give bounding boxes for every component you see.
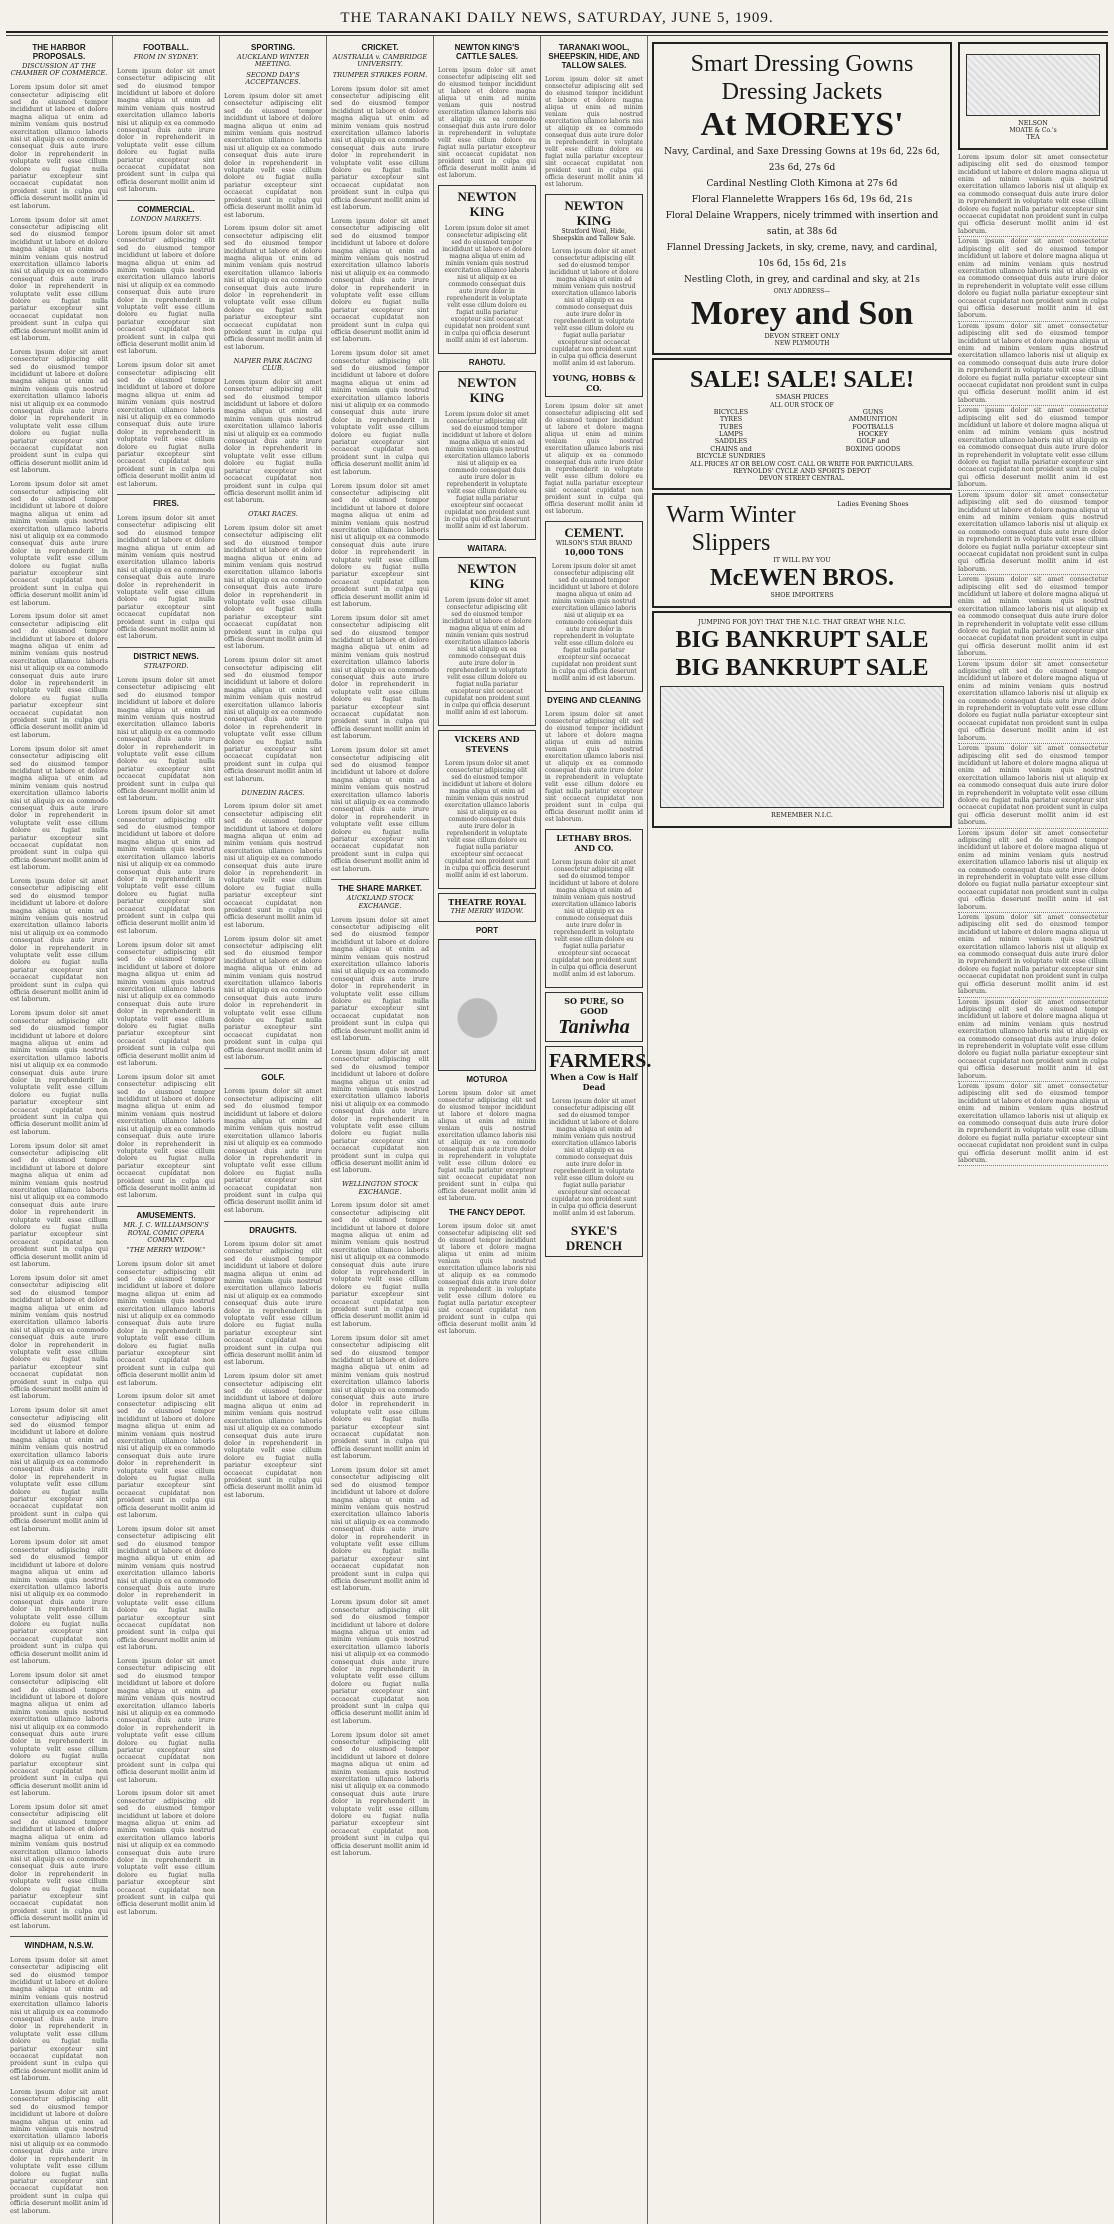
taniwha-advert bbox=[545, 992, 643, 1042]
sale-item: BICYCLES bbox=[713, 407, 749, 416]
morey-line1: Smart Dressing Gowns bbox=[690, 51, 914, 77]
price-item: Cardinal Nestling Cloth Kimona at 27s 6d bbox=[706, 179, 898, 189]
column-2 bbox=[113, 36, 220, 2224]
advert-quantity: 10,000 TONS bbox=[564, 547, 624, 557]
advert-title: Taniwha bbox=[558, 1016, 630, 1038]
mcewen-sub: SHOE IMPORTERS bbox=[770, 591, 834, 600]
classified-ad bbox=[958, 322, 1108, 406]
article-body bbox=[10, 1010, 108, 1136]
article-subheading: WELLINGTON STOCK EXCHANGE. bbox=[342, 1180, 418, 1196]
sale-item: GUNS bbox=[862, 407, 884, 416]
column-4 bbox=[327, 36, 434, 2224]
mcewen-pay: IT WILL PAY YOU bbox=[773, 556, 831, 565]
classified-ad bbox=[958, 491, 1108, 575]
classified-ad bbox=[958, 744, 1108, 828]
right-sidebar bbox=[958, 39, 1108, 1166]
nelson-sub: MOATE & Co.'s bbox=[1009, 127, 1057, 135]
article-body bbox=[224, 657, 322, 783]
sale-note: ALL PRICES AT OR BELOW COST. CALL OR WRITE FOR PARTICULARS. bbox=[690, 460, 914, 468]
advert-heading: MOTUROA bbox=[466, 1075, 508, 1085]
bankrupt-line2: BIG BANKRUPT SALE bbox=[675, 655, 929, 682]
morey-town: NEW PLYMOUTH bbox=[774, 340, 830, 348]
advert-title: CEMENT. bbox=[564, 525, 624, 540]
article-subheading: OTAKI RACES. bbox=[248, 510, 298, 519]
classified-ad bbox=[958, 1082, 1108, 1166]
advert-body bbox=[545, 403, 643, 515]
sale-right-list bbox=[802, 409, 944, 461]
article-body bbox=[331, 86, 429, 212]
sale-lists bbox=[660, 409, 944, 461]
nelson-illustration bbox=[966, 54, 1100, 116]
article-heading: SPORTING. bbox=[250, 43, 295, 52]
advert-title: NEWTON KING bbox=[457, 561, 517, 591]
article-body bbox=[10, 1143, 108, 1269]
advert-heading: TARANAKI WOOL, SHEEPSKIN, HIDE, AND TALLOW SALES. bbox=[548, 43, 640, 70]
column-6 bbox=[541, 36, 652, 2224]
article-body bbox=[10, 217, 108, 343]
advert-body bbox=[549, 563, 639, 682]
article-body bbox=[224, 1088, 322, 1214]
price-item: Flannel Dressing Jackets, in sky, creme, navy, and cardinal, 10s 6d, 15s 6d, 21s bbox=[666, 243, 938, 269]
price-item: Floral Flannelette Wrappers 16s 6d, 19s 6d, 21s bbox=[691, 195, 913, 205]
advert-body bbox=[442, 760, 532, 879]
advert-box bbox=[438, 730, 536, 889]
article-heading: WINDHAM, N.S.W. bbox=[24, 1941, 94, 1951]
sale-item: TUBES bbox=[719, 422, 743, 431]
column-3 bbox=[220, 36, 327, 2224]
article-body bbox=[117, 230, 215, 356]
advert-slogan: SO PURE, SO GOOD bbox=[564, 996, 624, 1016]
morey-advert bbox=[652, 42, 952, 355]
advert-title: FARMERS. bbox=[549, 1050, 652, 1072]
nelson-tea-advert bbox=[958, 42, 1108, 150]
article-body bbox=[10, 84, 108, 210]
article-subheading: LONDON MARKETS. bbox=[130, 215, 202, 224]
article-subheading: DUNEDIN RACES. bbox=[241, 788, 305, 797]
advert-body bbox=[545, 711, 643, 823]
article-body bbox=[224, 225, 322, 351]
article-body bbox=[10, 2089, 108, 2215]
morey-line3: At MOREYS' bbox=[700, 106, 904, 143]
advert-box bbox=[438, 557, 536, 726]
article-body bbox=[117, 1790, 215, 1916]
article-body bbox=[117, 677, 215, 803]
classified-ad bbox=[958, 829, 1108, 913]
article-heading: GOLF. bbox=[261, 1072, 285, 1082]
nic-text: JUMPING FOR JOY! THAT THE N.I.C. THAT GREAT WHE N.I.C. bbox=[698, 617, 906, 626]
article-body bbox=[117, 1074, 215, 1200]
morey-only: ONLY ADDRESS— bbox=[773, 288, 831, 295]
article-heading: THE SHARE MARKET. bbox=[337, 884, 422, 894]
advert-title: THEATRE ROYAL bbox=[448, 897, 526, 907]
advert-subtitle: THE MERRY WIDOW. bbox=[450, 907, 524, 915]
article-heading: DISTRICT NEWS. bbox=[133, 652, 199, 662]
nelson-brand: NELSON bbox=[1018, 119, 1048, 127]
article-body bbox=[117, 1658, 215, 1784]
sale-item: AMMUNITION bbox=[848, 415, 898, 424]
article-body bbox=[10, 349, 108, 475]
article-body bbox=[10, 1275, 108, 1401]
cement-advert bbox=[545, 521, 643, 692]
nic-advert bbox=[652, 611, 952, 828]
sale-item: SADDLES bbox=[714, 437, 748, 446]
article-body bbox=[331, 350, 429, 476]
article-body bbox=[331, 1335, 429, 1461]
article-heading: DRAUGHTS. bbox=[249, 1225, 297, 1235]
advert-title: NEWTON KING bbox=[457, 189, 517, 219]
advert-body bbox=[442, 411, 532, 530]
morey-street: DEVON STREET ONLY bbox=[764, 332, 840, 340]
classifieds bbox=[958, 153, 1108, 1167]
classified-ad bbox=[958, 913, 1108, 997]
advert-title: LETHABY BROS. AND CO. bbox=[556, 833, 632, 853]
article-body bbox=[117, 68, 215, 194]
article-body bbox=[331, 218, 429, 344]
nelson-tea: TEA bbox=[1026, 133, 1040, 142]
article-body bbox=[331, 615, 429, 741]
article-body bbox=[224, 525, 322, 651]
classified-ad bbox=[958, 660, 1108, 744]
article-body bbox=[117, 942, 215, 1068]
nic-remember: REMEMBER N.I.C. bbox=[771, 811, 833, 820]
nic-illustration bbox=[660, 686, 944, 808]
classified-ad bbox=[958, 237, 1108, 321]
advert-body bbox=[545, 76, 643, 188]
article-body bbox=[117, 1261, 215, 1387]
article-subheading: STRATFORD. bbox=[143, 662, 189, 671]
article-body bbox=[10, 878, 108, 1004]
article-body bbox=[117, 515, 215, 641]
column-1 bbox=[6, 36, 113, 2224]
article-body bbox=[224, 379, 322, 505]
advert-heading: DYEING AND CLEANING bbox=[547, 696, 641, 705]
article-body bbox=[331, 1202, 429, 1328]
advert-subtitle: When a Cow is Half Dead bbox=[550, 1072, 638, 1092]
article-subheading: AUCKLAND STOCK EXCHANGE. bbox=[346, 894, 414, 910]
article-body bbox=[117, 362, 215, 488]
sale-item: CHAINS and bbox=[710, 444, 752, 453]
article-subheading: NAPIER PARK RACING CLUB. bbox=[233, 356, 313, 373]
column-5 bbox=[434, 36, 541, 2224]
advert-body bbox=[438, 1090, 536, 1202]
sale-item: BOXING GOODS bbox=[845, 444, 901, 453]
article-body bbox=[10, 613, 108, 739]
article-heading: CRICKET. bbox=[361, 43, 399, 52]
article-body bbox=[10, 1407, 108, 1533]
reynolds-sub: DEVON STREET CENTRAL. bbox=[759, 475, 845, 483]
article-subheading: DISCUSSION AT THE CHAMBER OF COMMERCE. bbox=[10, 62, 108, 78]
advert-subtitle: Stratford Wool, Hide, Sheepskin and Tallow Sale. bbox=[552, 228, 636, 242]
article-body bbox=[331, 747, 429, 873]
advert-body bbox=[438, 67, 536, 179]
article-body bbox=[224, 936, 322, 1062]
price-item: Navy, Cardinal, and Saxe Dressing Gowns at 19s 6d, 22s 6d, 23s 6d, 27s 6d bbox=[664, 147, 940, 173]
article-subheading: FROM IN SYDNEY. bbox=[133, 53, 199, 61]
morey-firm: Morey and Son bbox=[690, 295, 914, 332]
article-subheading: MR. J. C. WILLIAMSON'S ROYAL COMIC OPERA COMPANY. bbox=[123, 1221, 209, 1244]
sale-left-list bbox=[660, 409, 802, 461]
article-heading: AMUSEMENTS. bbox=[136, 1211, 196, 1221]
sale-item: BICYCLE SUNDRIES bbox=[696, 452, 766, 461]
bankrupt-line1: BIG BANKRUPT SALE bbox=[675, 627, 929, 654]
classified-ad bbox=[958, 153, 1108, 237]
morey-pricelist bbox=[660, 144, 944, 288]
advert-subtitle: WILSON'S STAR BRAND bbox=[555, 540, 633, 547]
advert-box bbox=[438, 185, 536, 354]
masthead: THE TARANAKI DAILY NEWS, SATURDAY, JUNE 5, 1909. bbox=[6, 4, 1108, 33]
advert-body bbox=[549, 1098, 639, 1217]
classified-ad bbox=[958, 998, 1108, 1082]
article-body bbox=[10, 1957, 108, 2083]
advert-body bbox=[438, 1223, 536, 1335]
advert-product: SYKE'S DRENCH bbox=[565, 1223, 623, 1253]
advert-title: NEWTON KING bbox=[564, 198, 624, 228]
sale-sub: SMASH PRICES bbox=[775, 393, 829, 402]
classified-ad bbox=[958, 575, 1108, 659]
article-body bbox=[10, 1539, 108, 1665]
article-body bbox=[224, 1373, 322, 1499]
article-heading: FIRES. bbox=[153, 499, 179, 509]
article-body bbox=[117, 809, 215, 935]
article-heading: FOOTBALL. bbox=[143, 43, 189, 52]
article-body bbox=[331, 483, 429, 609]
article-body bbox=[10, 1672, 108, 1798]
classified-ad bbox=[958, 406, 1108, 490]
article-subheading: SECOND DAY'S ACCEPTANCES. bbox=[245, 70, 301, 87]
article-body bbox=[331, 1599, 429, 1725]
advert-heading: NEWTON KING'S CATTLE SALES. bbox=[454, 43, 520, 61]
article-body bbox=[331, 917, 429, 1043]
advert-box bbox=[545, 829, 643, 988]
article-subheading: AUCKLAND WINTER MEETING. bbox=[237, 53, 309, 69]
advert-firm: YOUNG, HOBBS & CO. bbox=[552, 373, 636, 393]
sale-item: HOCKEY bbox=[858, 430, 888, 439]
mcewen-warm: Warm Winter Slippers bbox=[666, 502, 796, 557]
right-main bbox=[652, 39, 952, 1166]
advert-box bbox=[545, 194, 643, 397]
article-body bbox=[224, 1241, 322, 1367]
advert-heading: PORT bbox=[475, 926, 499, 936]
article-body bbox=[224, 93, 322, 219]
article-body bbox=[331, 1467, 429, 1593]
article-subheading: TRUMPER STRIKES FORM. bbox=[332, 70, 428, 79]
port-illustration bbox=[438, 939, 536, 1071]
column-grid bbox=[6, 35, 1108, 1951]
mcewen-firm: McEWEN BROS. bbox=[709, 565, 894, 592]
price-item: Nestling Cloth, in grey, and cardinal and sky, at 21s bbox=[684, 275, 920, 285]
advert-body bbox=[442, 225, 532, 344]
article-body bbox=[10, 481, 108, 607]
sale-stock: ALL OUR STOCK OF bbox=[770, 401, 834, 409]
sykes-advert bbox=[545, 1046, 652, 1257]
advert-heading: THE FANCY DEPOT. bbox=[448, 1208, 526, 1218]
advert-title: VICKERS AND STEVENS bbox=[454, 734, 520, 754]
advert-title: NEWTON KING bbox=[457, 375, 517, 405]
sale-title: SALE! SALE! SALE! bbox=[689, 367, 915, 394]
theatre-advert bbox=[438, 893, 536, 922]
mcewen-ladies: Ladies Evening Shoes bbox=[837, 500, 909, 509]
price-item: Floral Delaine Wrappers, nicely trimmed with insertion and satin, at 38s 6d bbox=[665, 211, 939, 237]
advert-body bbox=[549, 248, 639, 367]
mcewen-advert bbox=[652, 493, 952, 608]
sale-item: FOOTBALLS bbox=[852, 422, 894, 431]
article-heading: THE HARBOR PROPOSALS. bbox=[32, 43, 86, 61]
sale-item: LAMPS bbox=[718, 430, 744, 439]
article-body bbox=[117, 1526, 215, 1652]
article-body bbox=[10, 746, 108, 872]
article-body bbox=[10, 1804, 108, 1930]
sale-advert bbox=[652, 358, 952, 490]
advert-box bbox=[438, 371, 536, 540]
advert-body bbox=[549, 859, 639, 978]
article-subheading: "THE MERRY WIDOW." bbox=[126, 1246, 206, 1255]
advert-body bbox=[442, 597, 532, 716]
article-subheading: AUSTRALIA v. CAMBRIDGE UNIVERSITY. bbox=[332, 53, 428, 69]
morey-line2: Dressing Jackets bbox=[721, 79, 883, 105]
article-heading: COMMERCIAL. bbox=[137, 205, 195, 215]
advert-heading: WAITARA. bbox=[467, 544, 507, 553]
reynolds-title: REYNOLDS' CYCLE AND SPORTS DEPOT bbox=[733, 466, 871, 475]
sale-item: GOLF and bbox=[856, 437, 890, 446]
advert-heading: RAHOTU. bbox=[468, 358, 506, 367]
article-body bbox=[331, 1049, 429, 1175]
sale-item: TYRES bbox=[719, 415, 743, 424]
article-body bbox=[331, 1732, 429, 1858]
right-area bbox=[648, 36, 1108, 2224]
article-body bbox=[224, 803, 322, 929]
article-body bbox=[117, 1393, 215, 1519]
